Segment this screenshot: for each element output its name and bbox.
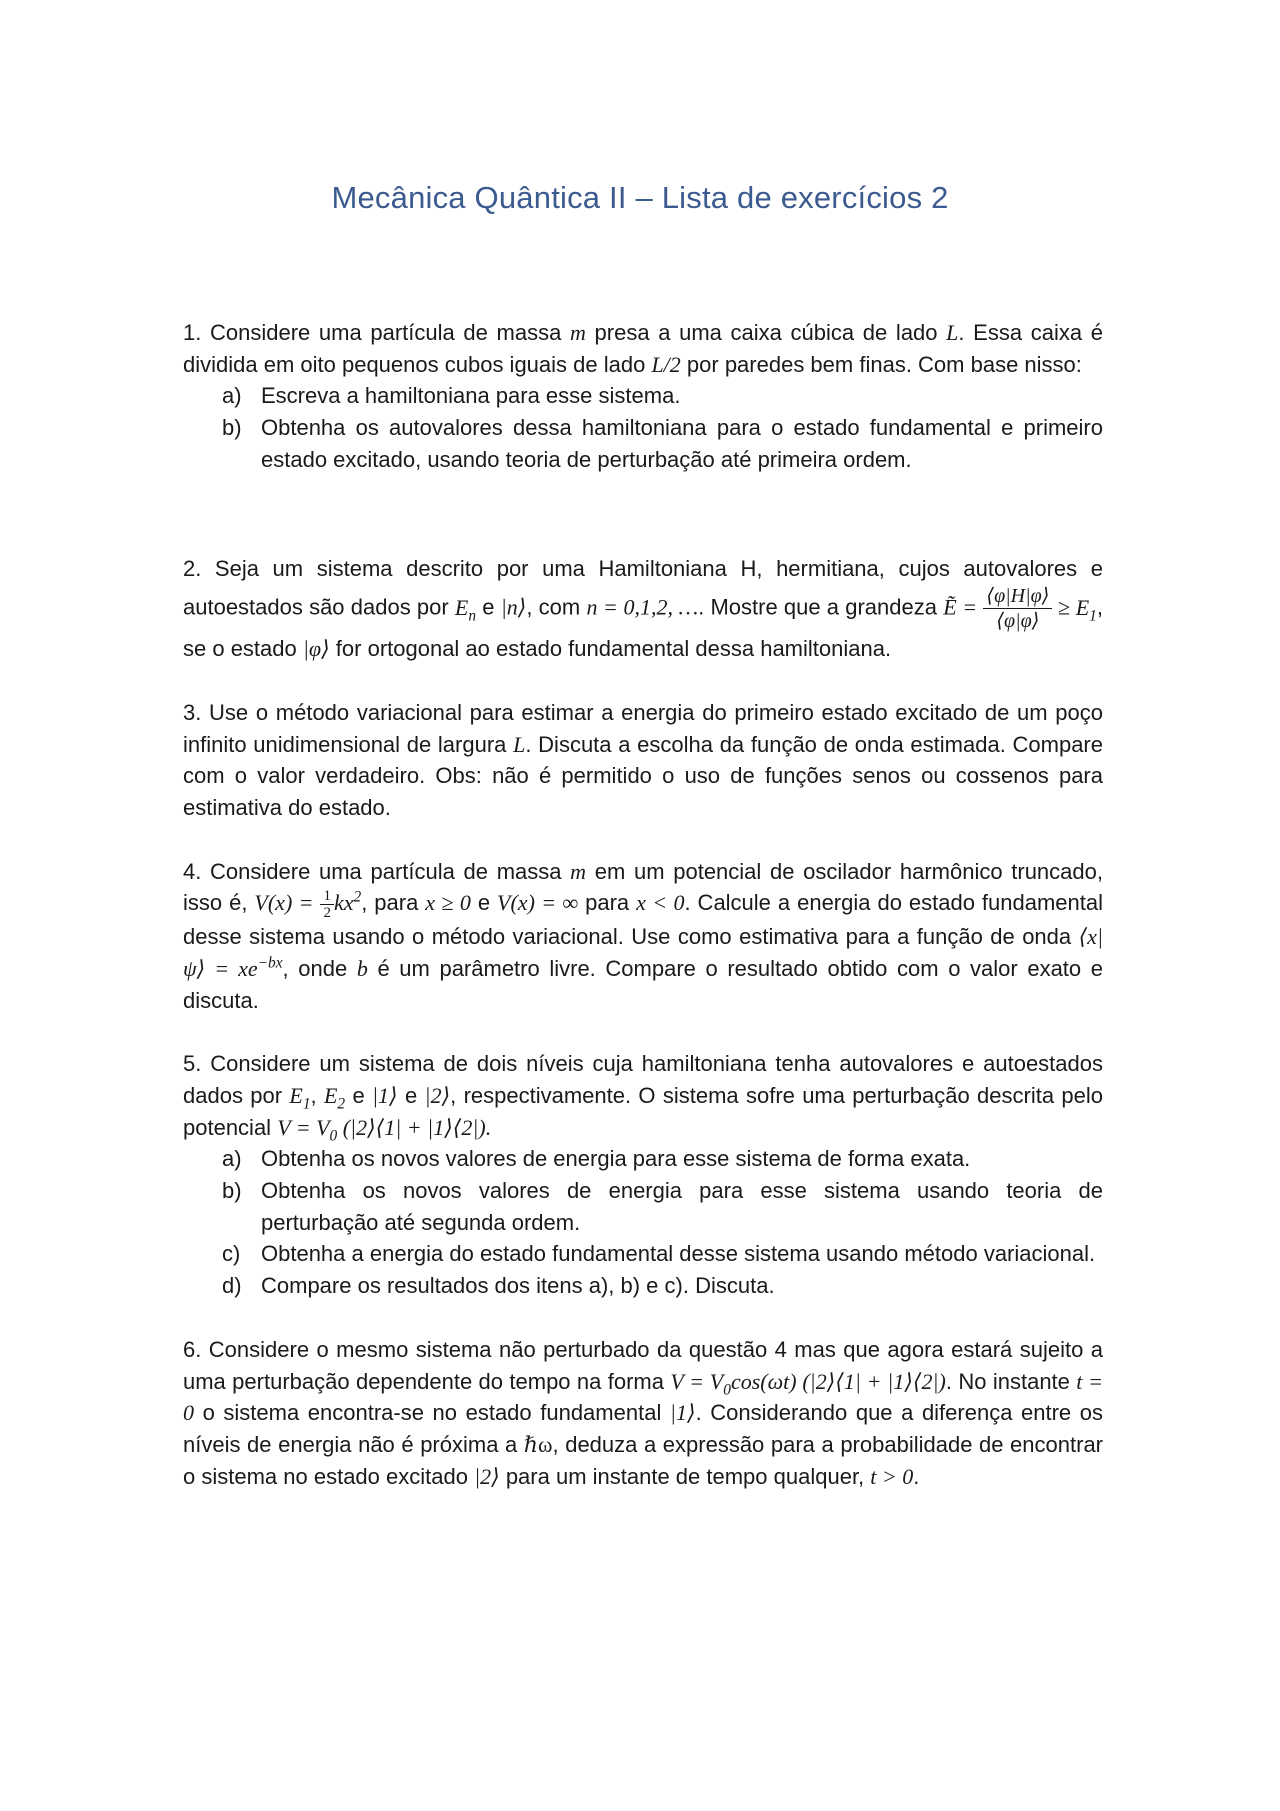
question-1 — [183, 317, 1103, 476]
document-title: Mecânica Quântica II – Lista de exercícios 2 — [331, 180, 949, 215]
question-6-statement: 6. Considere o mesmo sistema não perturbado da questão 4 mas que agora estará sujeito a uma perturbação dependente do tempo na forma $V = V_0\cos(\omega t)$ (|2⟩⟨1| + |1⟩⟨2|). No instante t = 0 o sistema encontra-se no estado fundamental |1⟩. Considerando que a diferença entre os níveis de energia não é próxima a ℏω, deduza a expressão para a probabilidade de encontrar o sistema no estado excitado |2⟩ para um instante de tempo qualquer, t > 0. — [183, 1336, 1104, 1489]
question-3-statement: 3. Use o método variacional para estimar a energia do primeiro estado excitado de um poço infinito unidimensional de largura L. Discuta a escolha da função de onda estimada. Compare com o valor verdadeiro. Obs: não é permitido o uso de funções senos ou cossenos para estimativa do estado. — [183, 699, 1103, 821]
question-6 — [183, 1334, 1103, 1493]
question-5-item-c: c) Obtenha a energia do estado fundamental desse sistema usando método variacional. — [222, 1241, 1096, 1267]
question-3 — [183, 697, 1103, 824]
one-half-fraction: $\frac{1}{2}$ — [320, 888, 334, 921]
question-4-statement: 4. Considere uma partícula de massa m em um potencial de oscilador harmônico truncado, isso é, V(x) = $\frac{1}{2}$ $kx^2$, para x ≥ 0 e V(x) = ∞ para x < 0. Calcule a energia do estado fundamental desse sistema usando o método variacional. Use como estimativa para a função de onda ⟨x|ψ⟩ = $xe^{-bx}$, onde b é um parâmetro livre. Compare o resultado obtido com o valor exato e discuta. — [183, 858, 1104, 1013]
question-5-items — [183, 1143, 1103, 1302]
question-1-item-b: b) Obtenha os autovalores dessa hamiltoniana para o estado fundamental e primeiro estado excitado, usando teoria de perturbação até primeira ordem. — [222, 415, 1103, 472]
question-4 — [183, 856, 1103, 1017]
question-5-statement: 5. Considere um sistema de dois níveis cuja hamiltoniana tenha autovalores e autoestados dados por $E_1$, $E_2$ e |1⟩ e |2⟩, respectivamente. O sistema sofre uma perturbação descrita pelo potencial $V = V_0$ (|2⟩⟨1| + |1⟩⟨2|). — [183, 1051, 1103, 1145]
question-1-statement: 1. Considere uma partícula de massa m presa a uma caixa cúbica de lado L. Essa caixa é dividida em oito pequenos cubos iguais de lado L/2 por paredes bem finas. Com base nisso: — [183, 320, 1103, 377]
question-5 — [183, 1048, 1103, 1302]
question-5-item-b: b) Obtenha os novos valores de energia para esse sistema usando teoria de perturbação até segunda ordem. — [222, 1178, 1103, 1235]
expectation-value-fraction: $\frac{⟨\varphi|H|\varphi⟩}{⟨\varphi|\varphi⟩}$ — [983, 584, 1052, 633]
question-1-item-a: a) Escreva a hamiltoniana para esse sistema. — [222, 383, 681, 409]
question-5-item-a: a) Obtenha os novos valores de energia para esse sistema de forma exata. — [222, 1146, 971, 1172]
question-2-statement: 2. Seja um sistema descrito por uma Hamiltoniana H, hermitiana, cujos autovalores e autoestados são dados por $E_n$ e |n⟩, com n = 0,1,2, …. Mostre que a grandeza Ẽ = $\frac{⟨\varphi|H|\varphi⟩}{⟨\varphi|\varphi⟩}$ ≥ $E_1$, se o estado |φ⟩ for ortogonal ao estado fundamental dessa hamiltoniana. — [183, 555, 1103, 662]
exercise-list — [183, 317, 1103, 1492]
question-5-item-d: d) Compare os resultados dos itens a), b) e c). Discuta. — [222, 1273, 775, 1299]
question-1-items — [183, 380, 1103, 475]
question-2 — [183, 553, 1103, 665]
